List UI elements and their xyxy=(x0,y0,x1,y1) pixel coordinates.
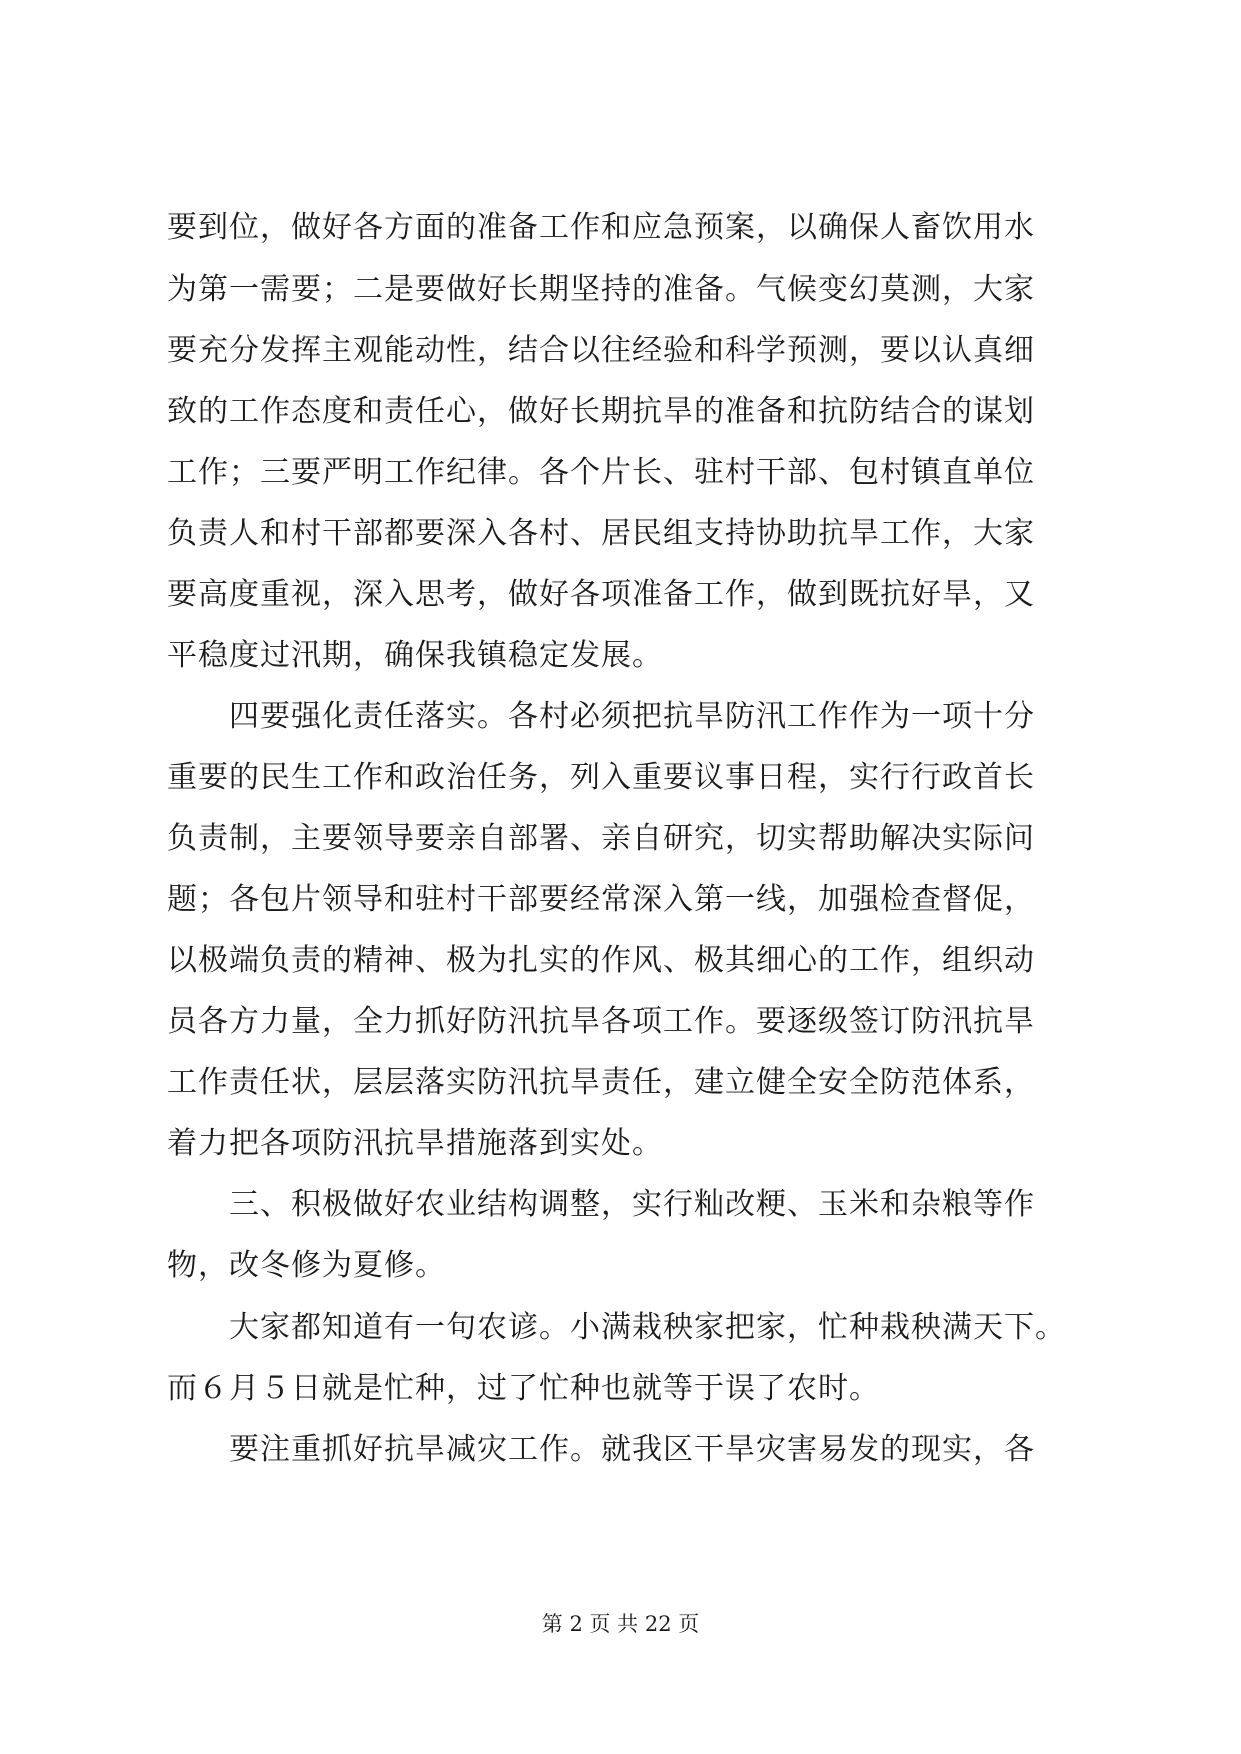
text-line: 负责制，主要领导要亲自部署、亲自研究，切实帮助解决实际问 xyxy=(167,821,1035,856)
text-line: 而６月５日就是忙种，过了忙种也就等于误了农时。 xyxy=(167,1371,880,1406)
text-line: 物，改冬修为夏修。 xyxy=(167,1248,446,1283)
text-line: 工作责任状，层层落实防汛抗旱责任，建立健全安全防范体系， xyxy=(167,1065,1035,1100)
text-line: 致的工作态度和责任心，做好长期抗旱的准备和抗防结合的谋划 xyxy=(167,394,1035,429)
text-line: 要高度重视，深入思考，做好各项准备工作，做到既抗好旱，又 xyxy=(167,577,1035,612)
text-line: 题；各包片领导和驻村干部要经常深入第一线，加强检查督促， xyxy=(167,882,1035,917)
text-line: 负责人和村干部都要深入各村、居民组支持协助抗旱工作，大家 xyxy=(167,516,1035,551)
paragraph-start-line: 要注重抓好抗旱减灾工作。就我区干旱灾害易发的现实，各 xyxy=(229,1432,1035,1467)
paragraph-start-line: 三、积极做好农业结构调整，实行籼改粳、玉米和杂粮等作 xyxy=(229,1187,1035,1222)
text-line: 要充分发挥主观能动性，结合以往经验和科学预测，要以认真细 xyxy=(167,333,1035,368)
text-line: 员各方力量，全力抓好防汛抗旱各项工作。要逐级签订防汛抗旱 xyxy=(167,1004,1035,1039)
text-line: 以极端负责的精神、极为扎实的作风、极其细心的工作，组织动 xyxy=(167,943,1035,978)
text-line: 重要的民生工作和政治任务，列入重要议事日程，实行行政首长 xyxy=(167,760,1035,795)
text-line: 要到位，做好各方面的准备工作和应急预案，以确保人畜饮用水 xyxy=(167,210,1035,245)
text-line: 着力把各项防汛抗旱措施落到实处。 xyxy=(167,1126,663,1161)
text-line: 平稳度过汛期，确保我镇稳定发展。 xyxy=(167,638,663,673)
text-line: 为第一需要；二是要做好长期坚持的准备。气候变幻莫测，大家 xyxy=(167,272,1035,307)
paragraph-start-line: 四要强化责任落实。各村必须把抗旱防汛工作作为一项十分 xyxy=(229,699,1035,734)
paragraph-start-line: 大家都知道有一句农谚。小满栽秧家把家，忙种栽秧满天下。 xyxy=(229,1310,1066,1345)
page-number-footer: 第 2 页 共 22 页 xyxy=(541,1612,700,1636)
text-line: 工作；三要严明工作纪律。各个片长、驻村干部、包村镇直单位 xyxy=(167,455,1035,490)
